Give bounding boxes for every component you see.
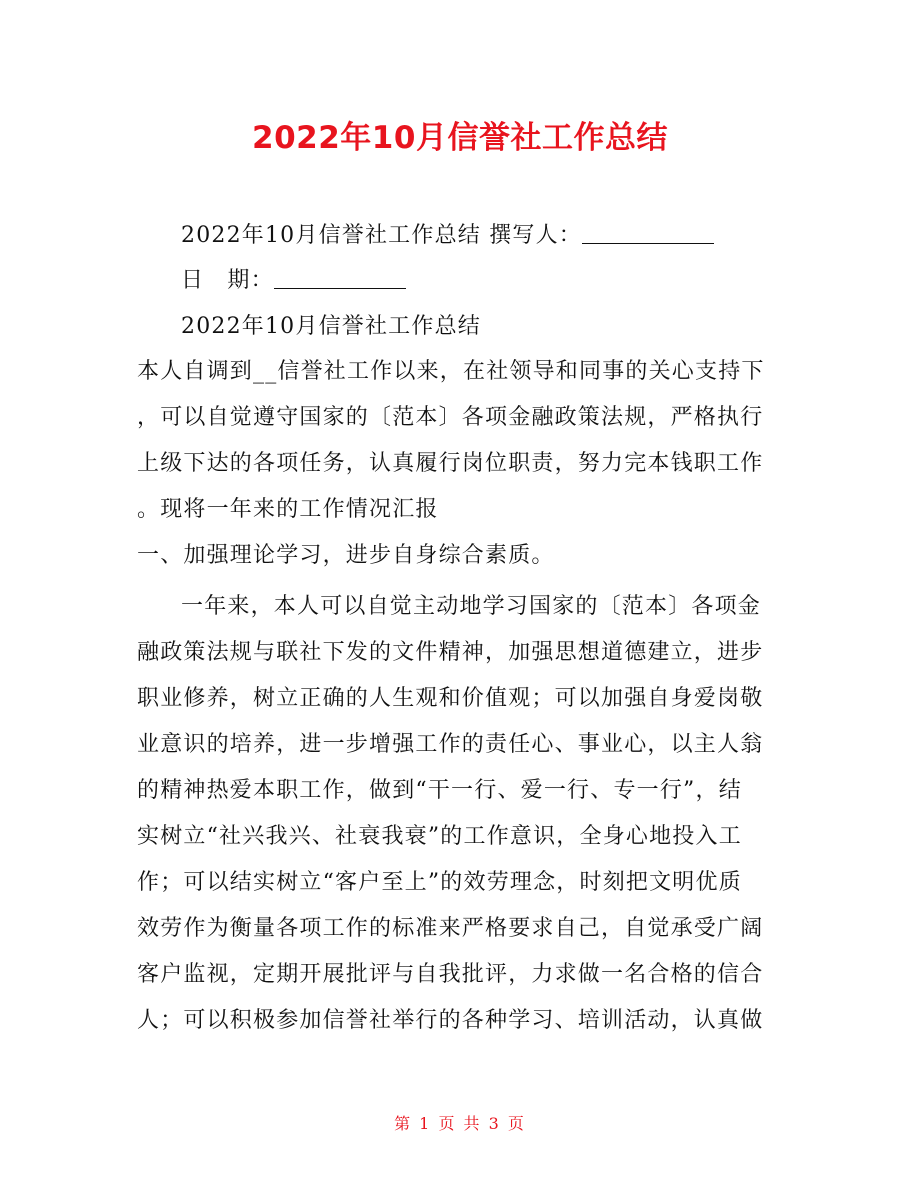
paragraph-line: 融政策法规与联社下发的文件精神，加强思想道德建立，进步	[137, 640, 764, 665]
section-heading: 一、加强理论学习，进步自身综合素质。	[137, 543, 555, 568]
document-subtitle: 2022年10月信誉社工作总结	[181, 314, 481, 339]
header-text: 2022年10月信誉社工作总结 撰写人：	[181, 223, 582, 248]
date-label: 日 期：	[181, 268, 274, 293]
body-line: 。现将一年来的工作情况汇报	[137, 497, 439, 522]
paragraph-line: 效劳作为衡量各项工作的标准来严格要求自己，自觉承受广阔	[137, 916, 764, 941]
body-line: ，可以自觉遵守国家的〔范本〕各项金融政策法规，严格执行	[137, 405, 764, 430]
document-title: 2022年10月信誉社工作总结	[252, 120, 668, 156]
paragraph-line: 人；可以积极参加信誉社举行的各种学习、培训活动，认真做	[137, 1008, 764, 1033]
body-line: 本人自调到__信誉社工作以来，在社领导和同事的关心支持下	[137, 359, 765, 384]
date-line	[181, 266, 841, 296]
paragraph-line: 的精神热爱本职工作，做到“干一行、爱一行、专一行”，结	[137, 778, 742, 803]
author-blank	[582, 223, 714, 244]
paragraph-line: 作；可以结实树立“客户至上”的效劳理念，时刻把文明优质	[137, 870, 742, 895]
paragraph-first-line: 一年来，本人可以自觉主动地学习国家的〔范本〕各项金	[181, 594, 762, 619]
paragraph-line: 实树立“社兴我兴、社衰我衰”的工作意识，全身心地投入工	[137, 824, 742, 849]
page-footer: 第 1 页 共 3 页	[394, 1114, 526, 1133]
paragraph-line: 客户监视，定期开展批评与自我批评，力求做一名合格的信合	[137, 962, 764, 987]
paragraph-line: 职业修养，树立正确的人生观和价值观；可以加强自身爱岗敬	[137, 686, 764, 711]
date-blank	[274, 268, 406, 289]
paragraph-line: 业意识的培养，进一步增强工作的责任心、事业心，以主人翁	[137, 732, 764, 757]
header-line	[181, 221, 841, 251]
body-line: 上级下达的各项任务，认真履行岗位职责，努力完本钱职工作	[137, 451, 764, 476]
